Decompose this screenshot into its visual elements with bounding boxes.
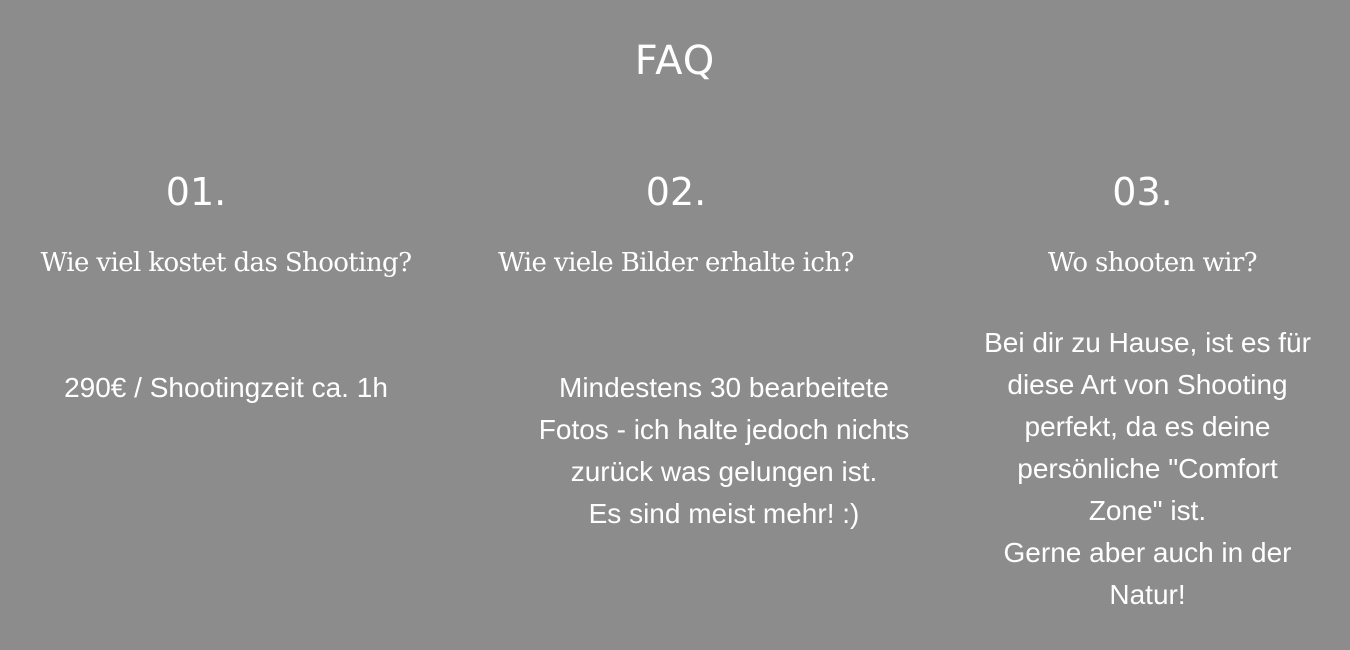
faq-item-2 — [500, 0, 948, 650]
answer-line: persönliche "Comfort — [1017, 453, 1278, 484]
answer-line: Mindestens 30 bearbeitete — [559, 372, 889, 403]
answer-line: zurück was gelungen ist. — [570, 456, 878, 487]
answer-line: Gerne aber auch in der — [1003, 537, 1292, 568]
faq-item-question: Wo shooten wir? — [1047, 248, 1258, 278]
answer-line: 290€ / Shootingzeit ca. 1h — [64, 372, 388, 403]
answer-line: perfekt, da es deine — [1024, 411, 1271, 442]
faq-item-question: Wie viele Bilder erhalte ich? — [498, 248, 854, 278]
faq-item-number: 01. — [165, 170, 227, 214]
faq-item-number: 03. — [1112, 170, 1173, 214]
faq-item-number: 02. — [645, 170, 707, 214]
faq-item-answer — [20, 367, 432, 409]
answer-line: Zone" ist. — [1088, 495, 1207, 526]
faq-item-answer — [500, 367, 948, 535]
faq-title: FAQ — [634, 38, 716, 84]
faq-item-answer — [955, 322, 1340, 616]
answer-line: diese Art von Shooting — [1007, 369, 1288, 400]
answer-line: Fotos - ich halte jedoch nichts — [538, 414, 910, 445]
answer-line: Natur! — [1109, 579, 1186, 610]
faq-item-3 — [955, 0, 1340, 650]
answer-line: Bei dir zu Hause, ist es für — [984, 327, 1311, 358]
answer-line: Es sind meist mehr! :) — [588, 498, 860, 529]
faq-item-question: Wie viel kostet das Shooting? — [40, 248, 412, 278]
faq-item-1 — [20, 0, 432, 650]
